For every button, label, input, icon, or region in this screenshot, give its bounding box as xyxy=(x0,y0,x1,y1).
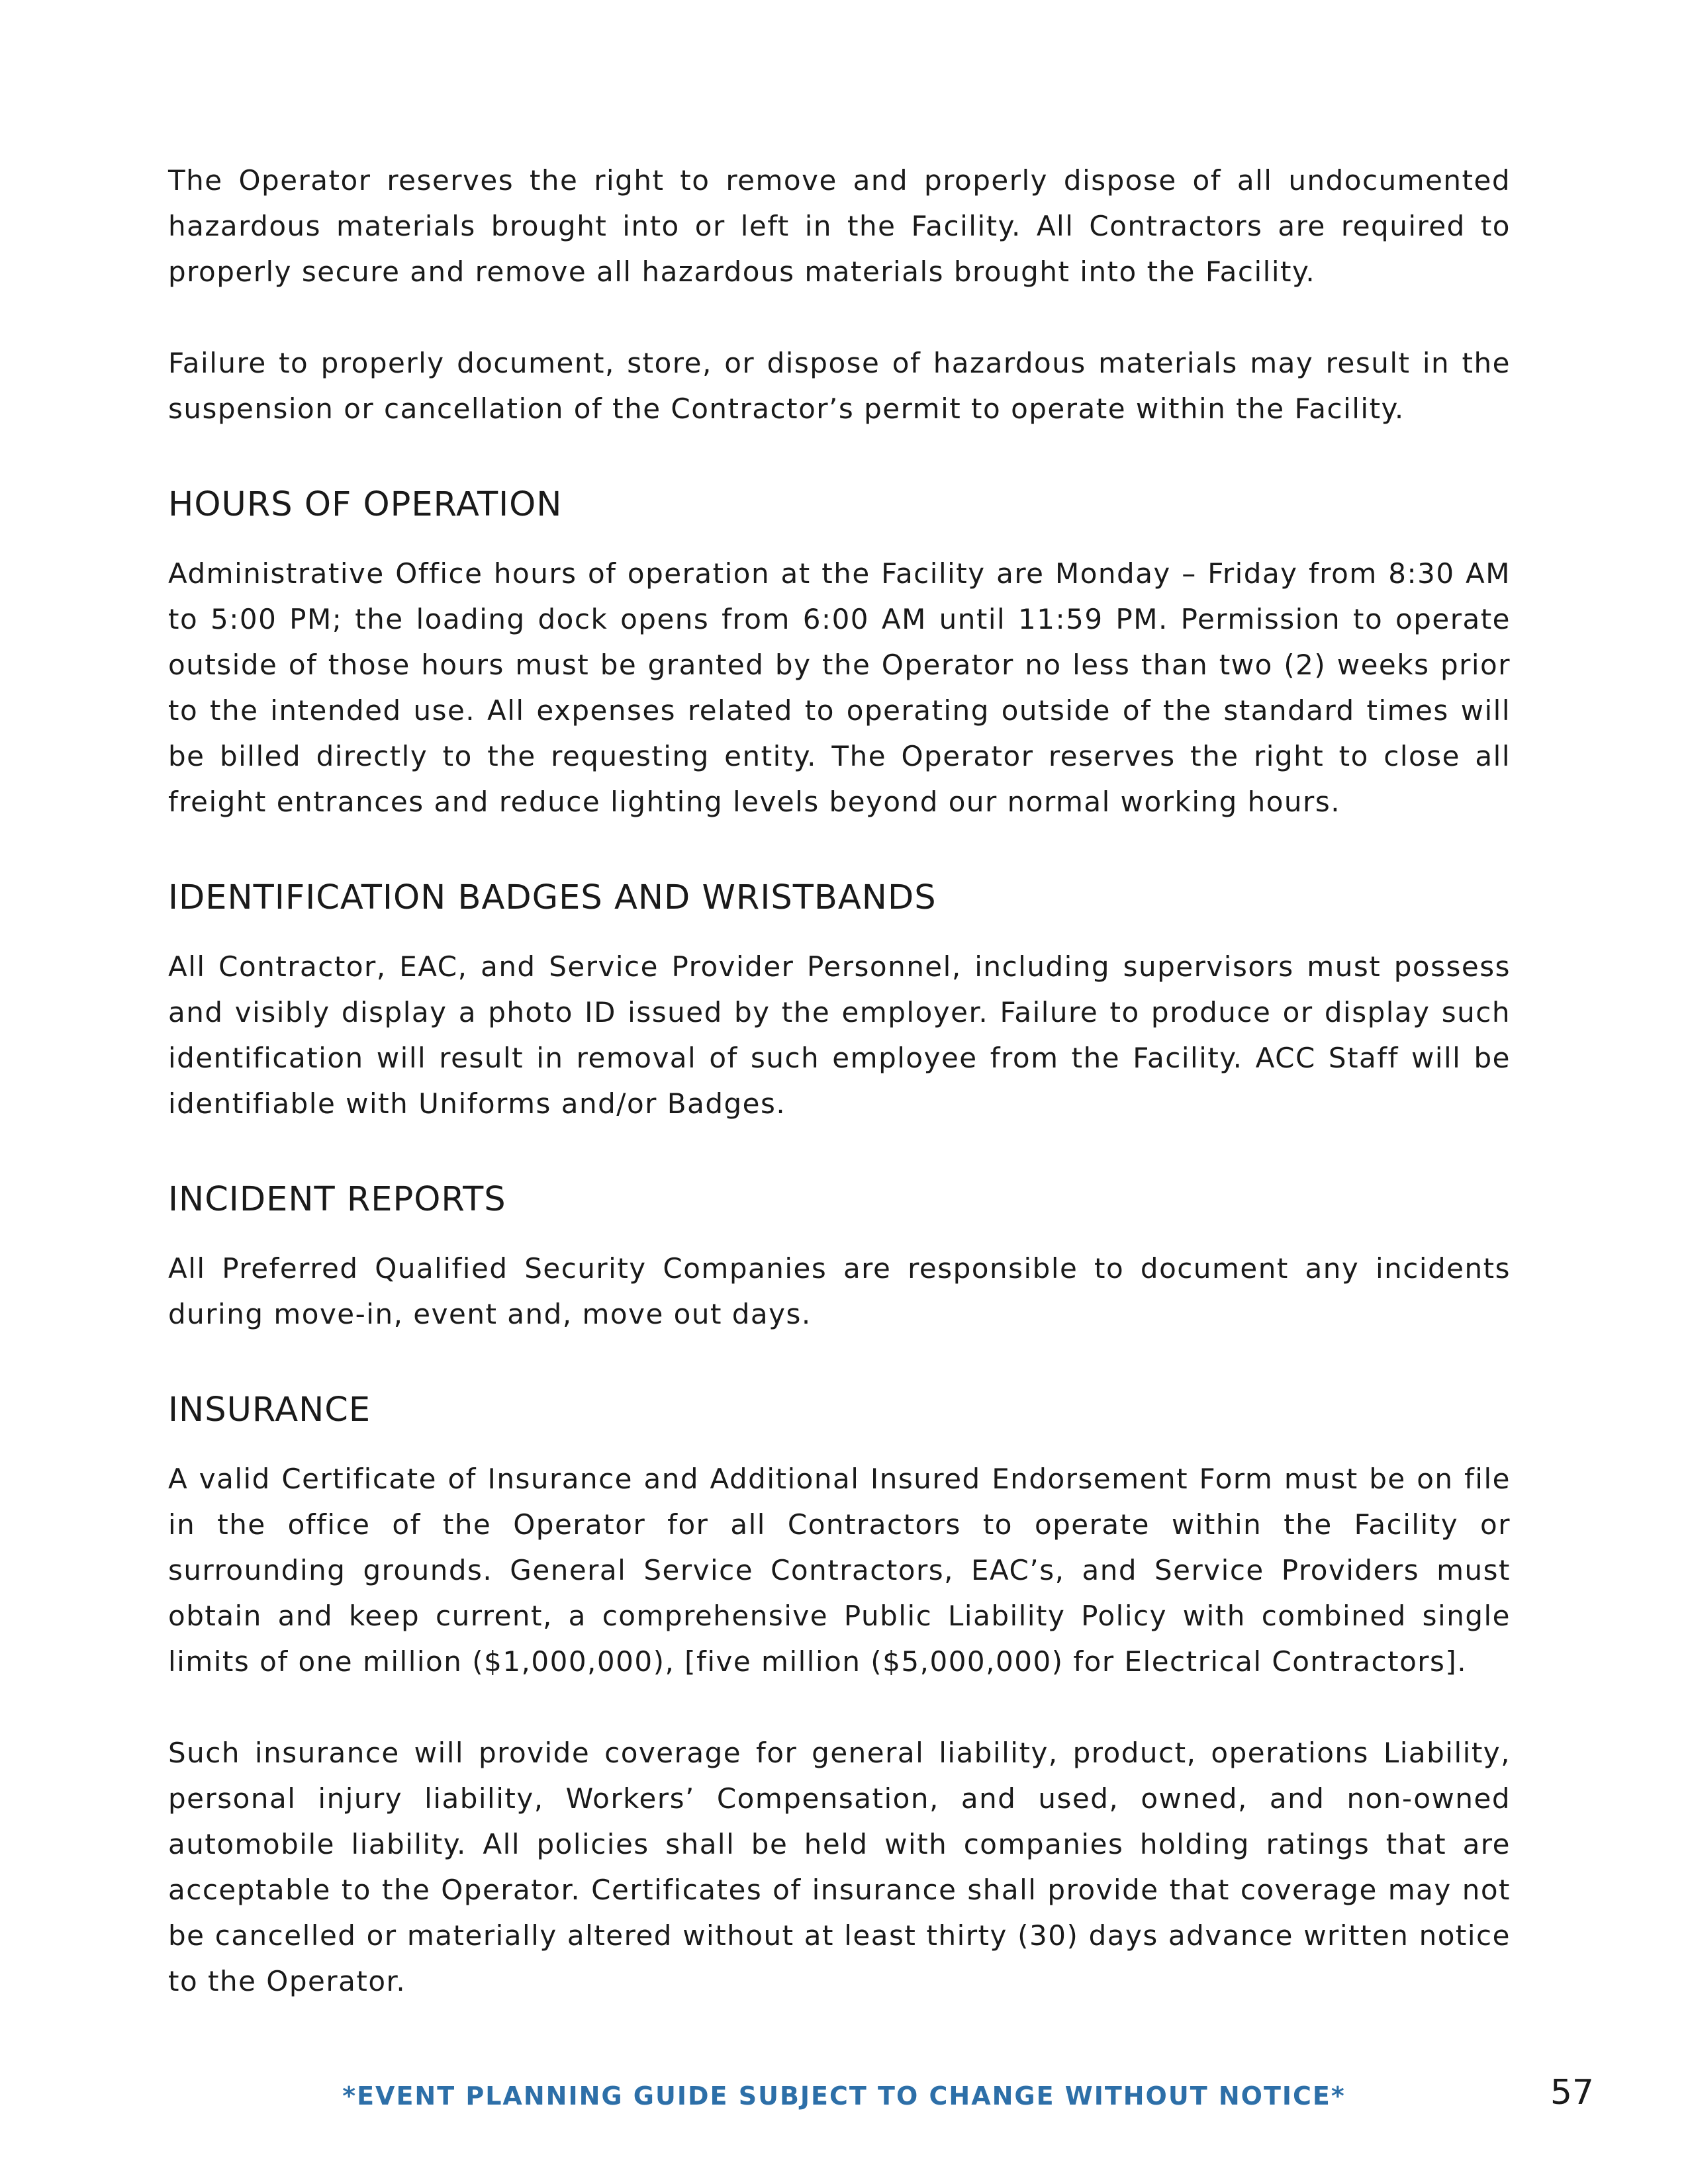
heading-identification-badges: IDENTIFICATION BADGES AND WRISTBANDS xyxy=(168,878,937,917)
insurance-paragraph-2: Such insurance will provide coverage for general liability, product, operations Liability, personal injury liability, Workers’ Compensation, and used, owned, and non-owned automobile liability. All policies shall be held with companies holding ratings that are acceptable to the Operator. Certificates of insurance shall provide that coverage may not be cancelled or materially altered without at least thirty (30) days advance written notice to the Operator. xyxy=(168,1737,1511,1997)
hours-of-operation-paragraph: Administrative Office hours of operation at the Facility are Monday – Friday from 8:30 AM to 5:00 PM; the loading dock opens from 6:00 AM until 11:59 PM. Permission to operate outside of those hours must be granted by the Operator no less than two (2) weeks prior to the intended use. All expenses related to operating outside of the standard times will be billed directly to the requesting entity. The Operator reserves the right to close all freight entrances and reduce lighting levels beyond our normal working hours. xyxy=(168,557,1511,818)
hazmat-paragraph-1: The Operator reserves the right to remove and properly dispose of all undocumented hazardous materials brought into or left in the Facility. All Contractors are required to properly secure and remove all hazardous materials brought into the Facility. xyxy=(168,164,1511,288)
document-body xyxy=(168,158,1511,2004)
hazmat-paragraph-2: Failure to properly document, store, or dispose of hazardous materials may result in the suspension or cancellation of the Contractor’s permit to operate within the Facility. xyxy=(168,347,1511,425)
insurance-paragraph-1: A valid Certificate of Insurance and Additional Insured Endorsement Form must be on file in the office of the Operator for all Contractors to operate within the Facility or surrounding grounds. General Service Contractors, EAC’s, and Service Providers must obtain and keep current, a comprehensive Public Liability Policy with combined single limits of one million ($1,000,000), [five million ($5,000,000) for Electrical Contractors]. xyxy=(168,1463,1511,1678)
identification-badges-paragraph: All Contractor, EAC, and Service Provider Personnel, including supervisors must possess and visibly display a photo ID issued by the employer. Failure to produce or display such identification will result in removal of such employee from the Facility. ACC Staff will be identifiable with Uniforms and/or Badges. xyxy=(168,950,1511,1120)
incident-reports-paragraph: All Preferred Qualified Security Companies are responsible to document any incidents during move-in, event and, move out days. xyxy=(168,1252,1511,1330)
footer-disclaimer: *EVENT PLANNING GUIDE SUBJECT TO CHANGE WITHOUT NOTICE* xyxy=(342,2081,1346,2111)
heading-hours-of-operation: HOURS OF OPERATION xyxy=(168,485,563,524)
heading-incident-reports: INCIDENT REPORTS xyxy=(168,1180,506,1219)
heading-insurance: INSURANCE xyxy=(168,1390,371,1430)
page-number: 57 xyxy=(1550,2073,1594,2113)
